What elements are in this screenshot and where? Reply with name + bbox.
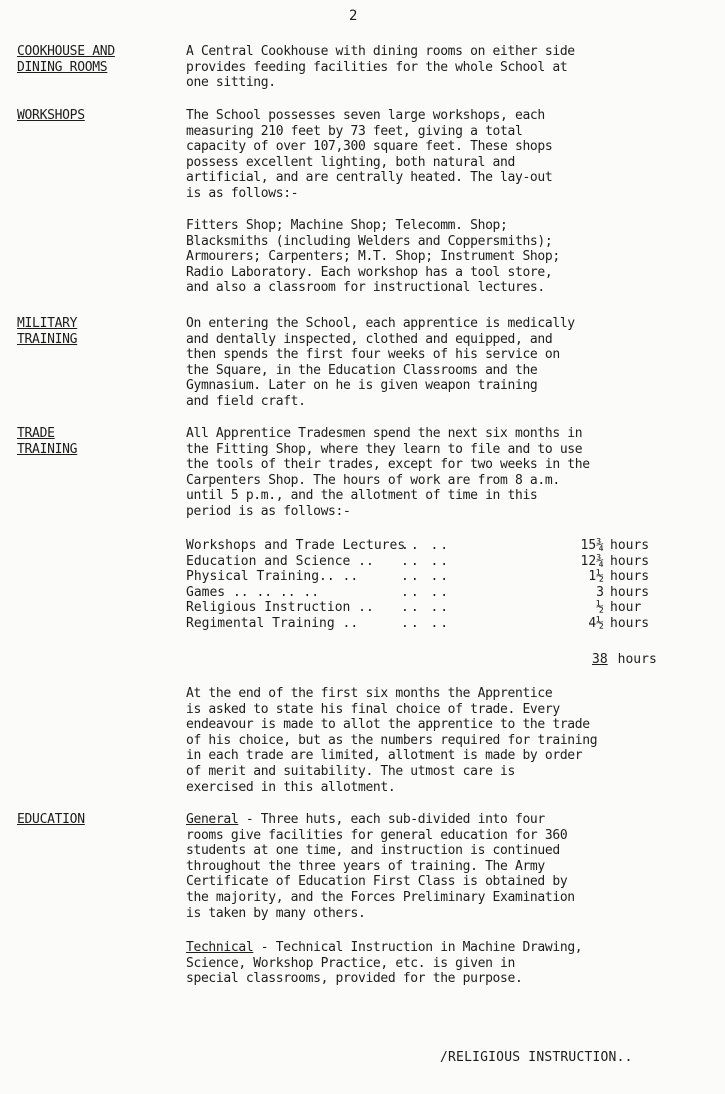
- heading-workshops: WORKSHOPS: [17, 108, 85, 123]
- hours-total: [592, 652, 657, 668]
- page-number: 2: [349, 8, 358, 24]
- hours-unit: hours: [610, 569, 650, 585]
- paragraph-trade-training: All Apprentice Tradesmen spend the next six months in the Fitting Shop, where they learn to file and to use the tools of their trades, except for two weeks in the Carpenters Shop. The hours of work are from 8 a.m. until 5 p.m., and the allotment of time in this period is as follows:-: [186, 426, 590, 519]
- technical-label: Technical: [186, 940, 254, 955]
- hours-allotment-table: [186, 538, 686, 632]
- hours-value: 3: [596, 584, 604, 600]
- hours-leader-dots: .. ..: [401, 569, 451, 585]
- hours-leader-dots: .. ..: [401, 553, 451, 569]
- hours-row: [186, 585, 686, 601]
- hours-unit: hours: [610, 584, 650, 600]
- continuation-catchword: /RELIGIOUS INSTRUCTION..: [440, 1050, 633, 1065]
- general-label: General: [186, 812, 239, 827]
- technical-text: - Technical Instruction in Machine Drawing, Science, Workshop Practice, etc. is given in special classrooms, provided for the purpose.: [186, 940, 583, 987]
- paragraph-education-general: [186, 812, 721, 921]
- hours-total-unit: hours: [617, 652, 657, 667]
- hours-total-value: 38: [592, 652, 608, 667]
- paragraph-workshops: The School possesses seven large workshops, each measuring 210 feet by 73 feet, giving a total capacity of over 107,300 square feet. These shops possess excellent lighting, both natural and artificial, and are centrally heated. The lay-out is as follows:-: [186, 108, 553, 201]
- hours-leader-dots: .. ..: [401, 615, 451, 631]
- hours-row: [186, 616, 686, 632]
- hours-unit: hours: [610, 615, 650, 631]
- paragraph-education-technical: [186, 940, 721, 987]
- hours-row: [186, 569, 686, 585]
- hours-leader-dots: .. ..: [401, 600, 451, 616]
- hours-activity: Games .. .. .. ..: [186, 584, 320, 600]
- paragraph-trade-allotment: At the end of the first six months the Apprentice is asked to state his final choice of trade. Every endeavour is made to allot the apprentice to the trade of his choice, but as the numbers required for training in each trade are limited, allotment is made by order of merit and suitability. The utmost care is exercised in this allotment.: [186, 686, 598, 795]
- hours-value: 4½: [588, 615, 604, 631]
- hours-activity: Regimental Training ..: [186, 615, 359, 631]
- hours-row: [186, 538, 686, 554]
- hours-leader-dots: .. ..: [401, 584, 451, 600]
- paragraph-cookhouse: A Central Cookhouse with dining rooms on either side provides feeding facilities for the whole School at one sitting.: [186, 44, 575, 91]
- heading-education: EDUCATION: [17, 812, 85, 827]
- general-text: - Three huts, each sub-divided into four rooms give facilities for general education for 360 students at one time, and instruction is continued throughout the three years of training. The Army Certificate of Education First Class is obtained by the majority, and the Forces Preliminary Examination is taken by many others.: [186, 812, 575, 921]
- hours-unit: hour: [610, 600, 642, 616]
- hours-value: 12¾: [580, 553, 604, 569]
- hours-value: 15¾: [580, 538, 604, 553]
- hours-unit: hours: [610, 553, 650, 569]
- paragraph-workshops-list: Fitters Shop; Machine Shop; Telecomm. Shop; Blacksmiths (including Welders and Coppersmiths); Armourers; Carpenters; M.T. Shop; Instrument Shop; Radio Laboratory. Each workshop has a tool store, and also a classroom for instructional lectures.: [186, 218, 560, 296]
- hours-activity: Physical Training.. ..: [186, 569, 359, 585]
- hours-activity: Education and Science ..: [186, 553, 374, 569]
- hours-unit: hours: [610, 538, 650, 553]
- hours-activity: Religious Instruction ..: [186, 600, 374, 616]
- hours-value: ½: [596, 600, 604, 616]
- hours-value: 1½: [588, 569, 604, 585]
- heading-cookhouse: COOKHOUSE AND DINING ROOMS: [17, 44, 115, 75]
- paragraph-military-training: On entering the School, each apprentice is medically and dentally inspected, clothed and equipped, and then spends the first four weeks of his service on the Square, in the Education Classrooms and the Gymnasium. Later on he is given weapon training and field craft.: [186, 316, 575, 409]
- hours-row: [186, 554, 686, 570]
- heading-military-training: MILITARY TRAINING: [17, 316, 78, 347]
- hours-activity: Workshops and Trade Lectures: [186, 538, 406, 553]
- hours-leader-dots: .. ..: [401, 538, 451, 553]
- hours-row: [186, 600, 686, 616]
- heading-trade-training: TRADE TRAINING: [17, 426, 78, 457]
